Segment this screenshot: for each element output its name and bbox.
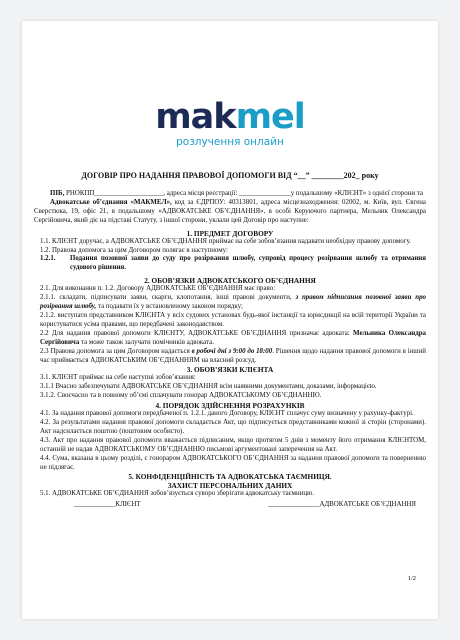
logo-tagline: розлучення онлайн bbox=[176, 136, 284, 148]
clause-3-1-2: 3.1.2. Своєчасно та в повному об’ємі сплачувати гонорар АДВОКАТСЬКОМУ ОБ’ЄДНАННЮ. bbox=[40, 392, 322, 400]
client-signature: ____________КЛІЄНТ bbox=[74, 501, 141, 509]
clause-2-1-1: 2.1.1. складати, підписувати заяви, скарги, клопотання, інші правові документи, з правом підписання позовної заяви про розірвання шлюбу, та подавати їх у встановленому законом порядку; bbox=[40, 294, 426, 311]
clause-3-1-1: 3.1.1 Вчасно забезпечувати АДВОКАТСЬКЕ ОБ’ЄДНАННЯ всім наявними документами, доказами, інформацією. bbox=[40, 383, 377, 391]
clause-4-3: 4.3. Акт про надання правової допомоги вважається підписаним, якщо протягом 5 днів з моменту його отримання КЛІЄНТОМ, останній не надав АДВОКАТСЬКОМУ ОБ’ЄДНАННЮ письмові аргументовані заперечення на Акт. bbox=[40, 436, 426, 453]
clause-2-1-2: 2.1.2. виступати представником КЛІЄНТА у всіх судових установах будь-якої інстанції та юрисдикції на всій території України та користуватися усіма правами, що передбачені законодавством. bbox=[40, 311, 426, 328]
preamble-firm: Адвокатське об’єднання «МАКМЕЛ», код за ЄДРПОУ: 40313801, адреса місцезнаходження: 02002, м. Київ, вул. Євгена Сверстюка, 19, офіс 21, в подальшому «АДВОКАТСЬКЕ ОБ’ЄДНАННЯ», в особі Керуючого партнера, Мельник Олександра Сергійовича, який діє на підставі Статуту, з іншої сторони, уклали цей Договір про наступне: bbox=[34, 198, 426, 224]
document-title: ДОГОВІР ПРО НАДАННЯ ПРАВОВОЇ ДОПОМОГИ ВІД “__” ________202_ року bbox=[81, 171, 379, 180]
section-2-title: 2. ОБОВ’ЯЗКИ АДВОКАТСЬКОГО ОБ’ЄДНАННЯ bbox=[144, 276, 316, 286]
logo-wordmark: makmel bbox=[155, 97, 305, 137]
clause-2-3: 2.3 Правова допомога за цим Договором надається в робочі дні з 9:00 до 18:00. Рішення щодо надання правової допомоги в інший час приймається АДВОКАТСЬКИМ ОБ’ЄДНАННЯМ на власний розсуд. bbox=[40, 347, 426, 364]
section-1-title: 1. ПРЕДМЕТ ДОГОВОРУ bbox=[186, 228, 274, 238]
clause-2-1: 2.1. Для виконання п. 1.2. Договору АДВОКАТСЬКЕ ОБ’ЄДНАННЯ має право: bbox=[40, 285, 276, 293]
preamble-client: ПІБ, РНОКПП____________________, адреса місця реєстрації: _______________у подальшому «КЛІЄНТ» з однієї сторони та bbox=[50, 190, 423, 197]
section-5-subtitle: ЗАХИСТ ПЕРСОНАЛЬНИХ ДАНИХ bbox=[167, 481, 293, 491]
section-5-title: 5. КОНФІДЕНЦІЙНІСТЬ ТА АДВОКАТСЬКА ТАЄМНИЦЯ. bbox=[128, 472, 332, 482]
clause-5-1: 5.1. АДВОКАТСЬКЕ ОБ’ЄДНАННЯ зобов’язується суворо зберігати адвокатську таємницю. bbox=[40, 490, 314, 498]
clause-1-1: 1.1. КЛІЄНТ доручає, а АДВОКАТСЬКЕ ОБ’ЄДНАННЯ приймає на себе зобов’язання надавати необхідну правову допомогу. bbox=[40, 237, 412, 245]
clause-1-2-1: 1.2.1. Подання позовної заяви до суду про розірвання шлюбу, супровід процесу розірвання шлюбу та отримання судового рішення. bbox=[40, 255, 426, 272]
section-3-title: 3. ОБОВ’ЯЗКИ КЛІЄНТА bbox=[186, 365, 274, 375]
page-number: 1/2 bbox=[407, 575, 416, 582]
document-body bbox=[34, 171, 426, 510]
clause-2-2: 2.2 Для надання правової допомоги КЛІЄНТУ, АДВОКАТСЬКЕ ОБ’ЄДНАННЯ призначає адвоката: Мельника Олександра Сергійовича та може також залучати помічників адвоката. bbox=[40, 329, 426, 346]
clause-4-2: 4.2. За результатами надання правової допомоги складається Акт, що підписується представниками кожної зі сторін (сторонами). Акт надсилається поштою (поштовим особисто). bbox=[40, 419, 426, 435]
makmel-logo bbox=[22, 99, 438, 148]
signature-line bbox=[34, 501, 426, 510]
clause-1-2: 1.2. Правова допомога за цим Договором полягає в наступному: bbox=[40, 246, 228, 254]
document-page bbox=[22, 21, 438, 619]
section-4-title: 4. ПОРЯДОК ЗДІЙСНЕННЯ РОЗРАХУНКІВ bbox=[155, 401, 305, 411]
firm-signature: _______________АДВОКАТСЬКЕ ОБ’ЄДНАННЯ bbox=[267, 501, 416, 509]
clause-4-4: 4.4. Сума, вказана в цьому розділі, є гонораром АДВОКАТСЬКОГО ОБ’ЄДНАННЯ за надання правової допомоги та поверненню не підлягає. bbox=[40, 454, 426, 471]
clause-3-1: 3.1. КЛІЄНТ приймає на себе наступні зобов’язання: bbox=[40, 374, 196, 382]
clause-4-1: 4.1. За надання правової допомоги передбаченої п. 1.2.1. даного Договору, КЛІЄНТ сплачує суму визначену у рахунку-фактурі. bbox=[40, 410, 414, 418]
